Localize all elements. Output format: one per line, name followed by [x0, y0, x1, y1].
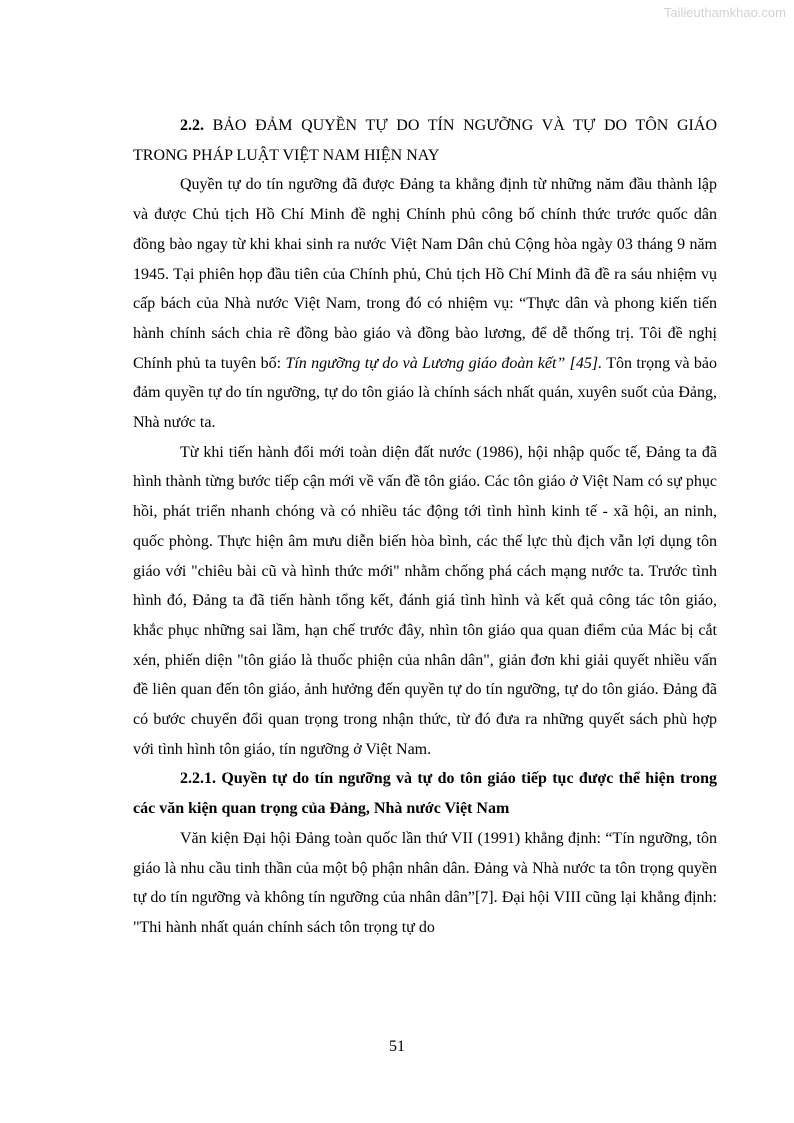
paragraph-1-text: Quyền tự do tín ngưỡng đã được Đảng ta khẳng định từ những năm đầu thành lập và được Chủ tịch Hồ Chí Minh đề nghị Chính phủ công bố chính thức trước quốc dân đồng bào ngay từ khi khai sinh ra nước Việt Nam Dân chủ Cộng hòa ngày 03 tháng 9 năm 1945. Tại phiên họp đầu tiên của Chính phủ, Chủ tịch Hồ Chí Minh đã đề ra sáu nhiệm vụ cấp bách của Nhà nước Việt Nam, trong đó có nhiệm vụ: “Thực dân và phong kiến tiến hành chính sách chia rẽ đồng bào giáo và đồng bào lương, để dễ thống trị. Tôi đề nghị Chính phủ ta tuyên bố: — [133, 176, 717, 372]
page-content — [133, 111, 717, 943]
paragraph-3: Văn kiện Đại hội Đảng toàn quốc lần thứ VII (1991) khẳng định: “Tín ngưỡng, tôn giáo là nhu cầu tinh thần của một bộ phận nhân dân. Đảng và Nhà nước ta tôn trọng quyền tự do tín ngưỡng và không tín ngưỡng của nhân dân”[7]. Đại hội VIII cũng lại khẳng định: "Thi hành nhất quán chính sách tôn trọng tự do — [133, 829, 717, 936]
paragraph-2: Từ khi tiến hành đổi mới toàn diện đất nước (1986), hội nhập quốc tế, Đảng ta đã hình thành từng bước tiếp cận mới về vấn đề tôn giáo. Các tôn giáo ở Việt Nam có sự phục hồi, phát triển nhanh chóng và có nhiều tác động tới tình hình kinh tế - xã hội, an ninh, quốc phòng. Thực hiện âm mưu diễn biến hòa bình, các thế lực thù địch vẫn lợi dụng tôn giáo với "chiêu bài cũ và hình thức mới" nhằm chống phá cách mạng nước ta. Trước tình hình đó, Đảng ta đã tiến hành tổng kết, đánh giá tình hình và kết quả công tác tôn giáo, khắc phục những sai lầm, hạn chế trước đây, nhìn tôn giáo qua quan điểm của Mác bị cắt xén, phiến diện "tôn giáo là thuốc phiện của nhân dân", giản đơn khi giải quyết nhiều vấn đề liên quan đến tôn giáo, ảnh hưởng đến quyền tự do tín ngưỡng, tự do tôn giáo. Đảng đã có bước chuyển đổi quan trọng trong nhận thức, từ đó đưa ra những quyết sách phù hợp với tình hình tôn giáo, tín ngưỡng ở Việt Nam. — [133, 443, 717, 758]
section-number: 2.2. — [180, 117, 204, 134]
paragraph-1-tail: Tôn trọng và bảo đảm quyền tự do tín ngưỡng, tự do tôn giáo là chính sách nhất quán, xuyên suốt của Đảng, Nhà nước ta. — [133, 354, 718, 432]
paragraph-1-quote: Tín ngưỡng tự do và Lương giáo đoàn kết” [45]. — [285, 354, 603, 372]
section-title: BẢO ĐẢM QUYỀN TỰ DO TÍN NGƯỠNG VÀ TỰ DO TÔN GIÁO TRONG PHÁP LUẬT VIỆT NAM HIỆN NAY — [133, 117, 717, 164]
watermark: Tailieuthamkhao.com — [663, 5, 786, 20]
section-heading — [133, 111, 717, 170]
subsection-heading: 2.2.1. Quyền tự do tín ngưỡng và tự do tôn giáo tiếp tục được thể hiện trong các văn kiện quan trọng của Đảng, Nhà nước Việt Nam — [133, 770, 717, 818]
page-number: 51 — [389, 1038, 405, 1055]
paragraph-1 — [133, 170, 717, 437]
